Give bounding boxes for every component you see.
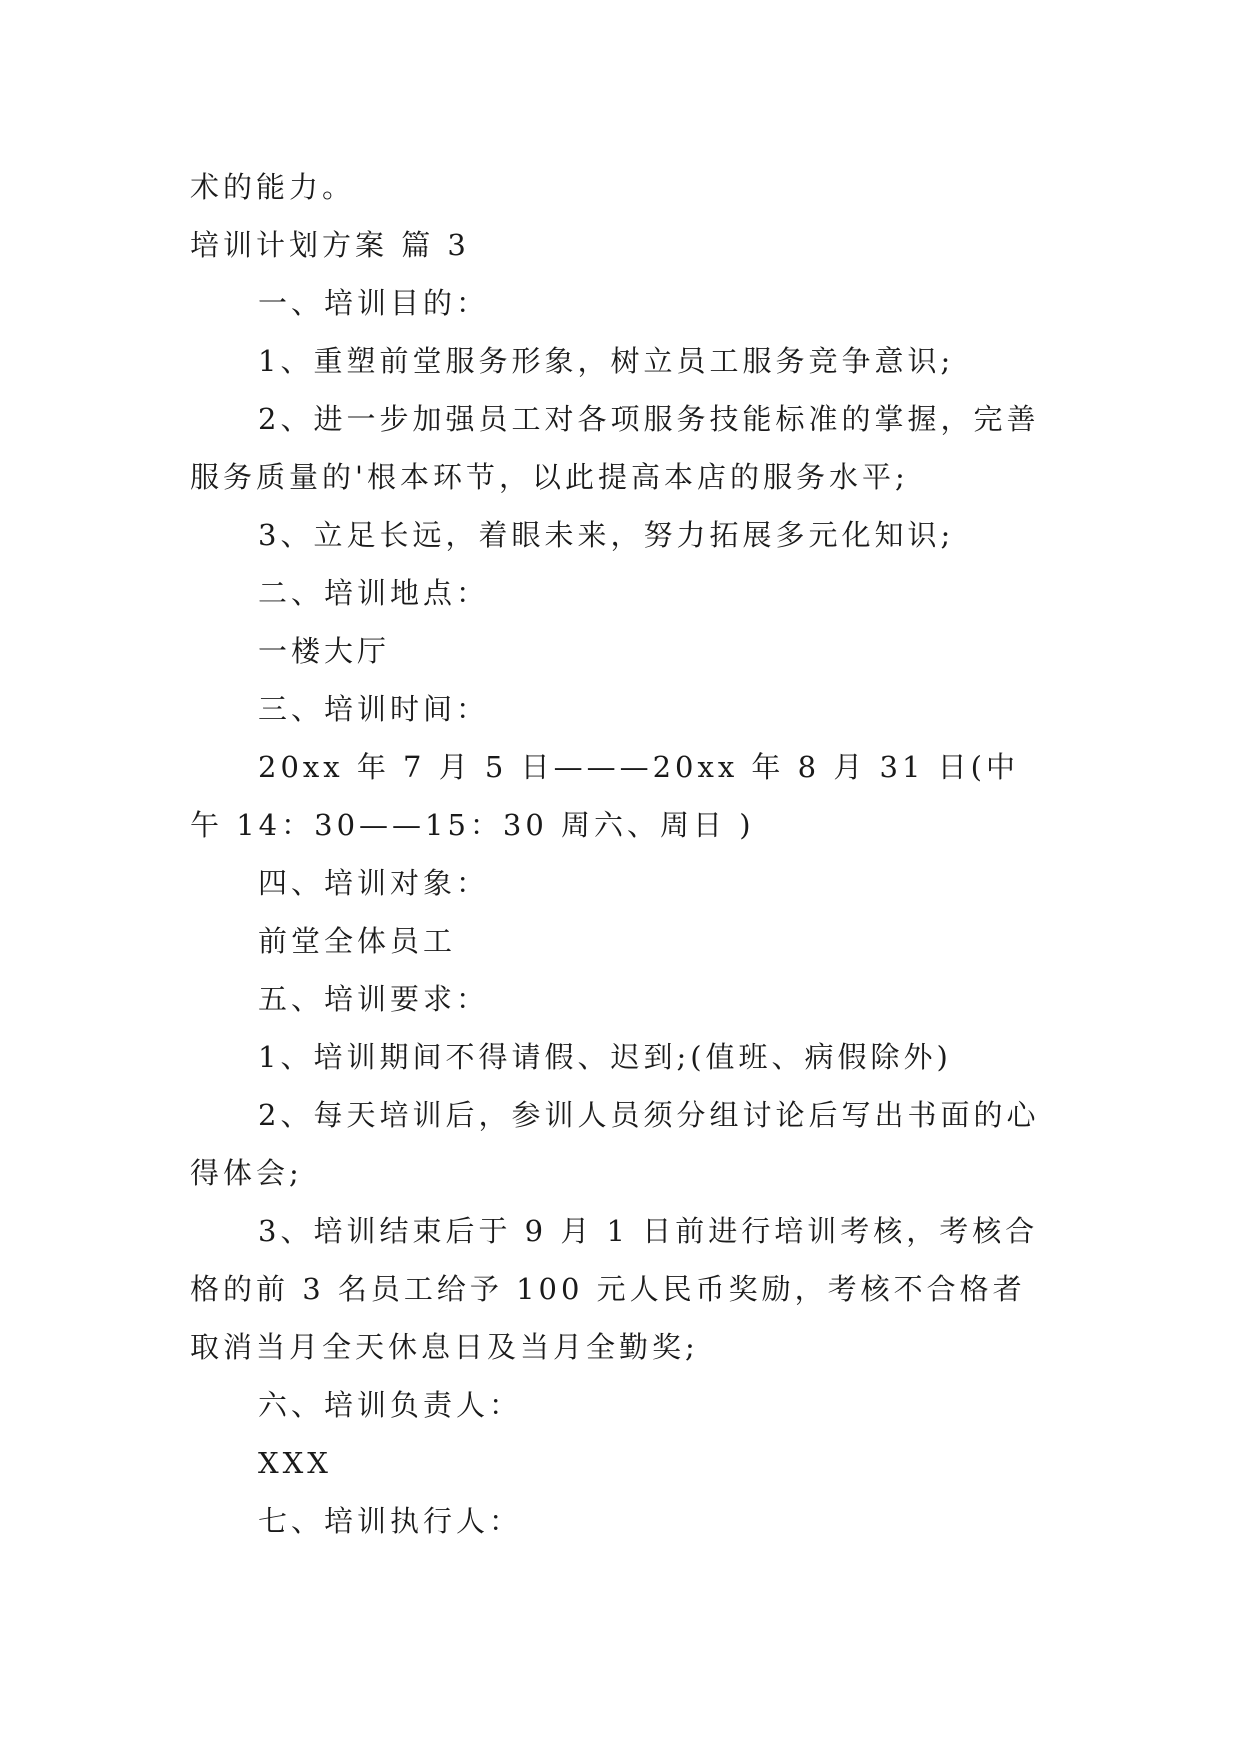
purpose-item-2: 2、进一步加强员工对各项服务技能标准的掌握，完善服务质量的'根本环节，以此提高本店的服务水平; — [190, 402, 1040, 494]
requirement-item-1: 1、培训期间不得请假、迟到;(值班、病假除外) — [258, 1040, 952, 1074]
heading-training-requirements: 五、培训要求： — [258, 982, 490, 1016]
purpose-item-3: 3、立足长远，着眼未来，努力拓展多元化知识; — [258, 518, 955, 552]
heading-training-audience: 四、培训对象： — [258, 866, 490, 900]
training-audience: 前堂全体员工 — [258, 924, 457, 958]
heading-training-location: 二、培训地点： — [258, 576, 490, 610]
paragraph-continuation: 术的能力。 — [190, 170, 356, 204]
heading-training-lead: 六、培训负责人： — [258, 1388, 523, 1422]
purpose-item-1: 1、重塑前堂服务形象，树立员工服务竞争意识; — [258, 344, 955, 378]
heading-training-executor: 七、培训执行人： — [258, 1504, 523, 1538]
training-location: 一楼大厅 — [258, 634, 391, 668]
training-time: 20xx 年 7 月 5 日———20xx 年 8 月 31 日(中午 14：30——15：30 周六、周日 ) — [190, 750, 1019, 842]
section-heading: 培训计划方案 篇 3 — [190, 228, 470, 262]
document-body — [190, 158, 1050, 1550]
heading-training-time: 三、培训时间： — [258, 692, 490, 726]
requirement-item-2: 2、每天培训后，参训人员须分组讨论后写出书面的心得体会; — [190, 1098, 1040, 1190]
training-lead: XXX — [258, 1446, 332, 1480]
heading-training-purpose: 一、培训目的： — [258, 286, 490, 320]
requirement-item-3: 3、培训结束后于 9 月 1 日前进行培训考核，考核合格的前 3 名员工给予 100 元人民币奖励，考核不合格者取消当月全天休息日及当月全勤奖; — [190, 1214, 1039, 1364]
